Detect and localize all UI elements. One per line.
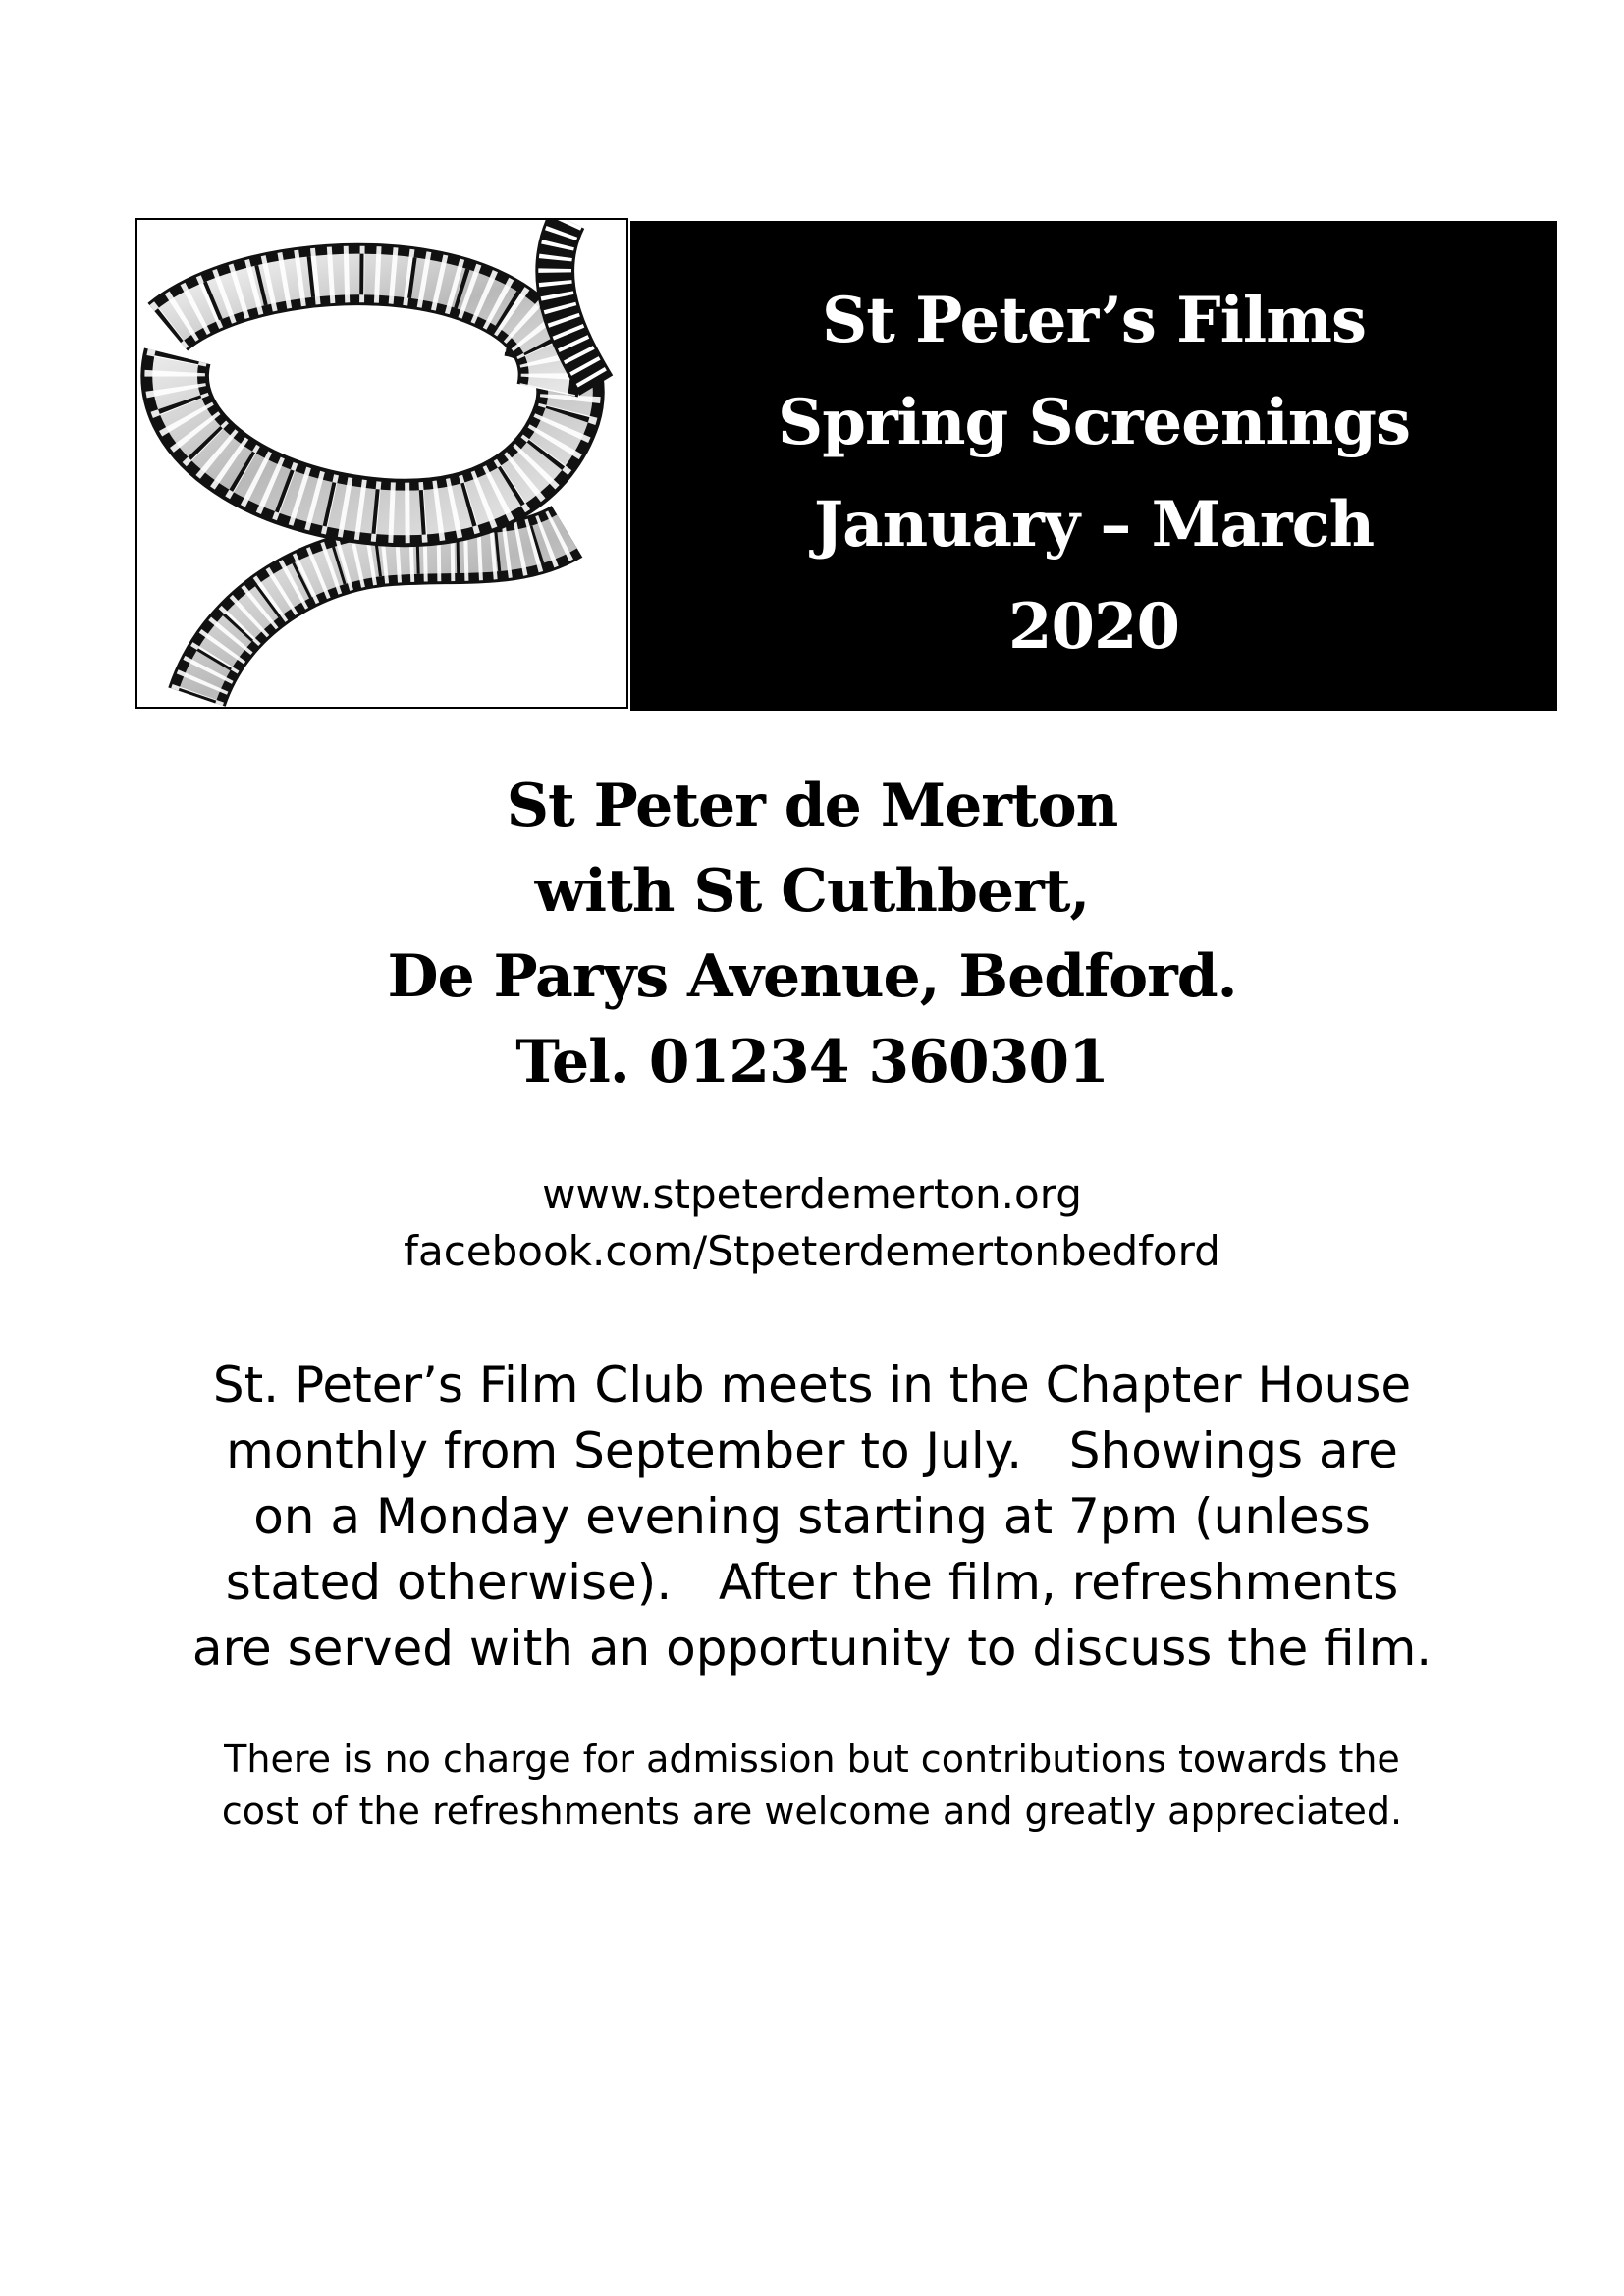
address-block <box>0 764 1624 1105</box>
admission-note <box>0 1734 1624 1838</box>
description-line: on a Monday evening starting at 7pm (unless <box>253 1488 1371 1545</box>
film-reel-image <box>135 218 628 709</box>
title-line-season: Spring Screenings <box>777 386 1411 459</box>
note-line: cost of the refreshments are welcome and greatly appreciated. <box>221 1789 1403 1833</box>
title-block <box>630 221 1557 711</box>
header-banner <box>135 218 1557 711</box>
film-reel-icon <box>137 220 626 707</box>
website-link[interactable]: www.stpeterdemerton.org <box>542 1170 1082 1218</box>
title-line-year: 2020 <box>1007 590 1180 664</box>
facebook-link[interactable]: facebook.com/Stpeterdemertonbedford <box>404 1227 1220 1275</box>
address-church-name: St Peter de Merton <box>506 772 1118 840</box>
description-line: stated otherwise). After the film, refreshments <box>225 1554 1399 1611</box>
links-block <box>0 1166 1624 1280</box>
title-line-name: St Peter’s Films <box>822 284 1366 357</box>
description-block <box>0 1353 1624 1682</box>
description-line: are served with an opportunity to discuss the film. <box>191 1620 1433 1677</box>
description-line: monthly from September to July. Showings are <box>226 1422 1398 1479</box>
description-line: St. Peter’s Film Club meets in the Chapter House <box>212 1357 1412 1414</box>
address-phone: Tel. 01234 360301 <box>515 1028 1109 1096</box>
note-line: There is no charge for admission but contributions towards the <box>224 1737 1400 1781</box>
address-church-second: with St Cuthbert, <box>534 857 1090 926</box>
title-line-months: January – March <box>813 488 1375 561</box>
address-street: De Parys Avenue, Bedford. <box>387 942 1237 1011</box>
